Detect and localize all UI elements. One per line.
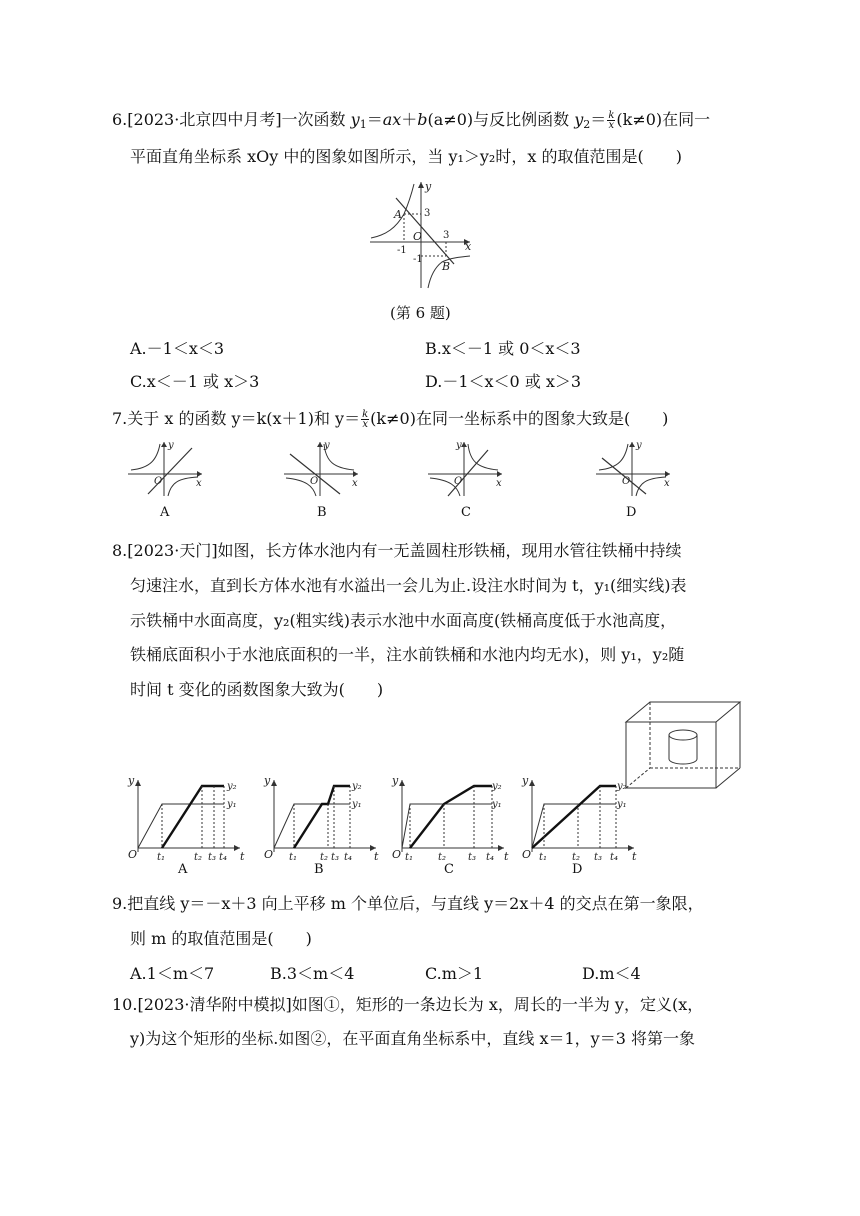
- svg-text:O: O: [413, 230, 423, 243]
- svg-text:O: O: [154, 476, 163, 487]
- svg-text:t₄: t₄: [610, 852, 619, 863]
- svg-text:t₃: t₃: [208, 852, 217, 863]
- svg-text:x: x: [664, 478, 670, 489]
- svg-text:t₃: t₃: [594, 852, 603, 863]
- q7-graph-d: [594, 440, 674, 498]
- svg-text:A: A: [394, 208, 402, 221]
- svg-text:t₂: t₂: [572, 852, 581, 863]
- svg-text:y: y: [456, 440, 462, 451]
- q9-option-c[interactable]: C.m＞1: [425, 964, 484, 983]
- svg-text:y₂: y₂: [352, 781, 362, 792]
- q6-option-a[interactable]: A.－1＜x＜3: [130, 339, 225, 358]
- q8-graph-b: [260, 776, 385, 861]
- q7-label-b: B: [317, 505, 327, 520]
- svg-text:y₂: y₂: [617, 781, 627, 792]
- q7-graph-a: [126, 440, 206, 498]
- q9-line-2: 则 m 的取值范围是( ): [130, 929, 312, 948]
- svg-text:y: y: [264, 774, 271, 787]
- q6-graph: [366, 178, 476, 293]
- q6-line-1: 6.[2023·北京四中月考]一次函数 $y_1=ax+b(a\ne 0)$与反比例函数 $y_2=$ $\frac{k}{x}$ (k≠0)在同一: [112, 110, 711, 131]
- q8-graph-c: [388, 776, 513, 861]
- svg-text:t₂: t₂: [194, 852, 203, 863]
- svg-text:t: t: [632, 850, 637, 863]
- q6-option-b[interactable]: B.x＜－1 或 0＜x＜3: [425, 339, 581, 358]
- svg-text:t₁: t₁: [539, 852, 548, 863]
- svg-text:y: y: [128, 774, 135, 787]
- svg-text:O: O: [522, 848, 532, 861]
- q8-line-5: 时间 t 变化的函数图象大致为( ): [130, 680, 384, 699]
- svg-text:y₁: y₁: [227, 799, 237, 810]
- svg-text:O: O: [392, 848, 402, 861]
- q8-line-4: 铁桶底面积小于水池底面积的一半，注水前铁桶和水池内均无水)，则 y₁，y₂随: [130, 645, 685, 664]
- q8-line-1: 8.[2023·天门]如图，长方体水池内有一无盖圆柱形铁桶，现用水管往铁桶中持续: [112, 541, 682, 560]
- q7-label-c: C: [461, 505, 471, 520]
- svg-text:3: 3: [443, 230, 450, 241]
- q10-line-1: 10.[2023·清华附中模拟]如图①，矩形的一条边长为 x，周长的一半为 y，定义(x，: [112, 995, 704, 1014]
- svg-text:3: 3: [424, 208, 431, 219]
- q8-graph-a: [124, 776, 249, 861]
- svg-text:t: t: [374, 850, 379, 863]
- svg-text:t₂: t₂: [320, 852, 329, 863]
- q6-option-c[interactable]: C.x＜－1 或 x＞3: [130, 372, 260, 391]
- svg-text:O: O: [128, 848, 138, 861]
- svg-text:y₁: y₁: [352, 799, 362, 810]
- svg-text:t₁: t₁: [405, 852, 414, 863]
- svg-text:O: O: [622, 476, 631, 487]
- q9-option-a[interactable]: A.1＜m＜7: [130, 964, 215, 983]
- fraction-k-over-x: $\frac{k}{x}$: [608, 110, 615, 131]
- q8-label-a: A: [178, 862, 188, 877]
- q6-line-2: 平面直角坐标系 xOy 中的图象如图所示，当 y₁＞y₂时，x 的取值范围是( ): [130, 147, 682, 166]
- q7-label-d: D: [626, 505, 637, 520]
- svg-text:O: O: [310, 476, 319, 487]
- q9-option-b[interactable]: B.3＜m＜4: [270, 964, 355, 983]
- svg-text:y₂: y₂: [227, 781, 237, 792]
- q8-label-b: B: [314, 862, 324, 877]
- fraction-k-over-x: $\frac{k}{x}$: [362, 409, 369, 430]
- q7-graph-b: [282, 440, 362, 498]
- q9-option-d[interactable]: D.m＜4: [582, 964, 641, 983]
- svg-text:x: x: [196, 478, 202, 489]
- svg-text:O: O: [264, 848, 274, 861]
- svg-text:t₃: t₃: [468, 852, 477, 863]
- svg-text:y: y: [425, 180, 432, 193]
- q8-label-c: C: [444, 862, 454, 877]
- svg-text:x: x: [352, 478, 358, 489]
- svg-text:t₃: t₃: [331, 852, 340, 863]
- svg-text:O: O: [454, 476, 463, 487]
- q6-option-d[interactable]: D.－1＜x＜0 或 x＞3: [425, 372, 582, 391]
- svg-text:B: B: [442, 260, 451, 273]
- svg-text:-1: -1: [413, 254, 423, 265]
- svg-text:y: y: [392, 774, 399, 787]
- q9-line-1: 9.把直线 y＝－x＋3 向上平移 m 个单位后，与直线 y＝2x＋4 的交点在第一象限，: [112, 894, 704, 913]
- q7-label-a: A: [160, 505, 170, 520]
- svg-text:t₂: t₂: [438, 852, 447, 863]
- svg-text:t₄: t₄: [344, 852, 353, 863]
- svg-text:y₁: y₁: [617, 799, 627, 810]
- svg-text:y: y: [522, 774, 529, 787]
- svg-text:y: y: [324, 440, 330, 451]
- svg-text:t₄: t₄: [486, 852, 495, 863]
- svg-text:y₁: y₁: [492, 799, 502, 810]
- svg-text:t₄: t₄: [219, 852, 228, 863]
- q8-line-3: 示铁桶中水面高度，y₂(粗实线)表示水池中水面高度(铁桶高度低于水池高度，: [130, 611, 677, 630]
- q7-line: 7.关于 x 的函数 y＝k(x＋1)和 y＝ $\frac{k}{x}$ (k≠0)在同一坐标系中的图象大致是( ): [112, 409, 669, 430]
- q10-line-2: y)为这个矩形的坐标.如图②，在平面直角坐标系中，直线 x＝1，y＝3 将第一象: [130, 1029, 695, 1048]
- q8-line-2: 匀速注水，直到长方体水池有水溢出一会儿为止.设注水时间为 t，y₁(细实线)表: [130, 576, 687, 595]
- svg-text:t₁: t₁: [289, 852, 298, 863]
- svg-text:y: y: [168, 440, 174, 451]
- svg-text:t: t: [504, 850, 509, 863]
- q7-graph-c: [426, 440, 506, 498]
- svg-text:t: t: [240, 850, 245, 863]
- q6-caption: (第 6 题): [390, 304, 451, 322]
- q8-label-d: D: [572, 862, 583, 877]
- q8-graph-d: [518, 776, 643, 861]
- svg-text:y: y: [636, 440, 642, 451]
- svg-text:y₂: y₂: [492, 781, 502, 792]
- svg-text:-1: -1: [397, 245, 407, 256]
- svg-text:t₁: t₁: [157, 852, 166, 863]
- svg-text:x: x: [465, 240, 472, 253]
- svg-text:x: x: [496, 478, 502, 489]
